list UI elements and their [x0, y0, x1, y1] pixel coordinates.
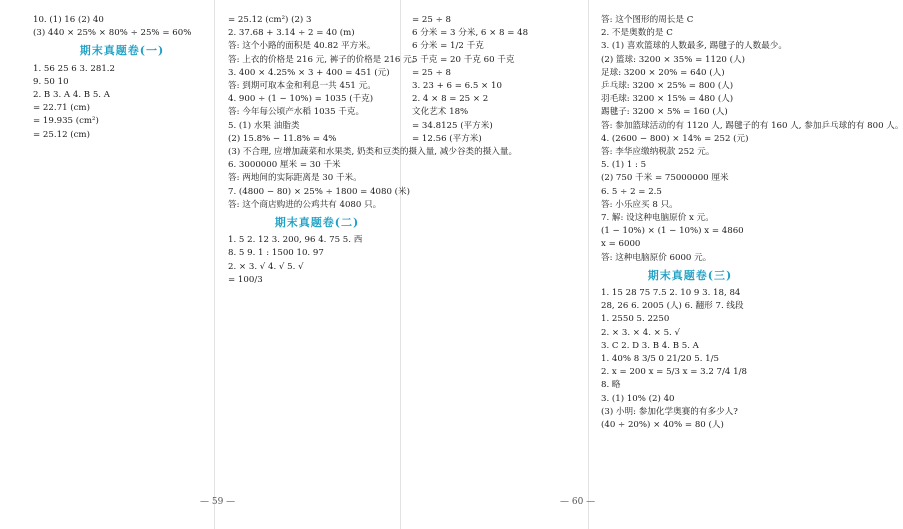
answer-line: 答: 这个图形的周长是 C: [601, 15, 694, 25]
answer-column-3: [412, 14, 590, 484]
answer-line: 答: 参加篮球活动的有 1120 人, 踢毽子的有 160 人, 参加乒乓球的有 800 人。: [601, 120, 903, 131]
answer-line: = 19.935 (cm²): [33, 116, 99, 127]
answer-line: (3) 小明: 参加化学奥赛的有多少人?: [601, 406, 738, 417]
answer-line: 答: 小乐应买 8 只。: [601, 199, 678, 210]
answer-column-1: [33, 14, 211, 484]
section-header: 期末真题卷(三): [647, 268, 733, 282]
answer-line: (2) 750 千米 = 75000000 厘米: [601, 173, 729, 184]
answer-line: 1. 15 28 75 7.5 2. 10 9 3. 18, 84: [601, 288, 741, 299]
answer-line: x = 6000: [601, 239, 641, 250]
answer-line: = 25.12 (cm²) (2) 3: [228, 15, 312, 25]
answer-line: 踢毽子: 3200 × 5% = 160 (人): [601, 107, 728, 118]
answer-line: (1 − 10%) × (1 − 10%) x = 4860: [601, 226, 744, 237]
answer-line: (3) 440 × 25% × 80% ÷ 25% = 60%: [33, 28, 192, 39]
answer-line: = 25 ÷ 8: [412, 67, 451, 78]
answer-line: 2. 不是奥数的是 C: [601, 28, 673, 39]
answer-line: 答: 两地间的实际距离是 30 千米。: [228, 173, 362, 184]
answer-line: 8. 略: [601, 380, 621, 391]
answer-line: 1. 56 25 6 3. 281.2: [33, 63, 115, 74]
answer-line: 3. 400 × 4.25% × 3 + 400 = 451 (元): [228, 67, 390, 78]
answer-line: = 25.12 (cm): [33, 129, 90, 140]
answer-line: (2) 15.8% − 11.8% = 4%: [228, 133, 337, 144]
answer-line: 8. 5 9. 1 : 1500 10. 97: [228, 248, 324, 259]
answer-line: 答: 这个商店购进的公鸡共有 4080 只。: [228, 199, 382, 210]
answer-line: = 25 ÷ 8: [412, 15, 451, 25]
answer-line: = 100/3: [228, 274, 263, 285]
answer-line: 6 分米 = 1/2 千克: [412, 41, 484, 52]
answer-line: 答: 这个小路的面积是 40.82 平方米。: [228, 41, 376, 52]
page-number-left: — 59 —: [200, 497, 236, 507]
answer-line: = 22.71 (cm): [33, 103, 90, 114]
answer-line: 1. 5 2. 12 3. 200, 96 4. 75 5. 西: [228, 235, 363, 246]
page-number-right: — 60 —: [560, 497, 596, 507]
answer-line: 5 千克 = 20 千克 60 千克: [412, 54, 515, 65]
answer-line: 1. 2550 5. 2250: [601, 314, 670, 325]
answer-line: 5. (1) 1 : 5: [601, 160, 647, 171]
answer-line: 4. 900 ÷ (1 − 10%) = 1035 (千克): [228, 94, 374, 105]
answer-column-4: [601, 14, 903, 484]
answer-line: 3. 23 + 6 = 6.5 × 10: [412, 81, 502, 92]
answer-line: 6 分米 = 3 分米, 6 × 8 = 48: [412, 28, 529, 39]
answer-line: 3. C 2. D 3. B 4. B 5. A: [601, 340, 699, 351]
section-header: 期末真题卷(二): [274, 216, 360, 230]
answer-line: 9. 50 10: [33, 76, 69, 87]
divider-left: [214, 0, 215, 529]
answer-line: = 34.8125 (平方米): [412, 120, 493, 131]
answer-line: (2) 篮球: 3200 × 35% = 1120 (人): [601, 54, 745, 65]
answer-line: 答: 今年每公顷产水稻 1035 千克。: [228, 107, 365, 118]
answer-line: = 12.56 (平方米): [412, 133, 482, 144]
answer-line: 1. 40% 8 3/5 0 21/20 5. 1/5: [601, 354, 719, 365]
answer-line: 答: 李华应缴纳税款 252 元。: [601, 147, 715, 158]
answer-line: 足球: 3200 × 20% = 640 (人): [601, 67, 725, 78]
answer-line: (3) 不合理, 应增加蔬菜和水果类, 奶类和豆类的摄入量, 减少谷类的摄入量。: [228, 147, 518, 158]
answer-line: 答: 上衣的价格是 216 元, 裤子的价格是 216 元。: [228, 54, 421, 65]
answer-line: 2. B 3. A 4. B 5. A: [33, 90, 110, 101]
answer-line: 文化艺术 18%: [412, 107, 469, 118]
answer-line: 10. (1) 16 (2) 40: [33, 15, 104, 25]
answer-line: (40 ÷ 20%) × 40% = 80 (人): [601, 420, 724, 431]
answer-line: 2. x = 200 x = 5/3 x = 3.2 7/4 1/8: [601, 367, 747, 378]
answer-line: 2. 4 × 8 = 25 × 2: [412, 94, 489, 105]
answer-line: 28, 26 6. 2005 (人) 6. 翻形 7. 线段: [601, 301, 744, 312]
answer-line: 7. 解: 设这种电脑原价 x 元。: [601, 213, 714, 224]
answer-line: 2. × 3. × 4. × 5. √: [601, 327, 680, 338]
answer-line: 乒乓球: 3200 × 25% = 800 (人): [601, 81, 734, 92]
answer-line: 羽毛球: 3200 × 15% = 480 (人): [601, 94, 734, 105]
answer-line: 4. (2600 − 800) × 14% = 252 (元): [601, 133, 749, 144]
answer-line: 6. 5 ÷ 2 = 2.5: [601, 186, 662, 197]
answer-line: 2. × 3. √ 4. √ 5. √: [228, 261, 304, 272]
answer-line: 答: 这种电脑原价 6000 元。: [601, 252, 712, 263]
answer-line: 答: 到期可取本金和利息一共 451 元。: [228, 81, 376, 92]
answer-line: 3. (1) 10% (2) 40: [601, 393, 675, 404]
answer-line: 3. (1) 喜欢篮球的人数最多, 踢毽子的人数最少。: [601, 41, 787, 52]
answer-line: 6. 3000000 厘米 = 30 千米: [228, 160, 341, 171]
answer-line: 5. (1) 水果 油脂类: [228, 120, 300, 131]
answer-line: 7. (4800 − 80) × 25% ÷ 1800 = 4080 (米): [228, 186, 410, 197]
section-header: 期末真题卷(一): [79, 44, 165, 58]
answer-line: 2. 37.68 + 3.14 ÷ 2 = 40 (m): [228, 28, 355, 39]
